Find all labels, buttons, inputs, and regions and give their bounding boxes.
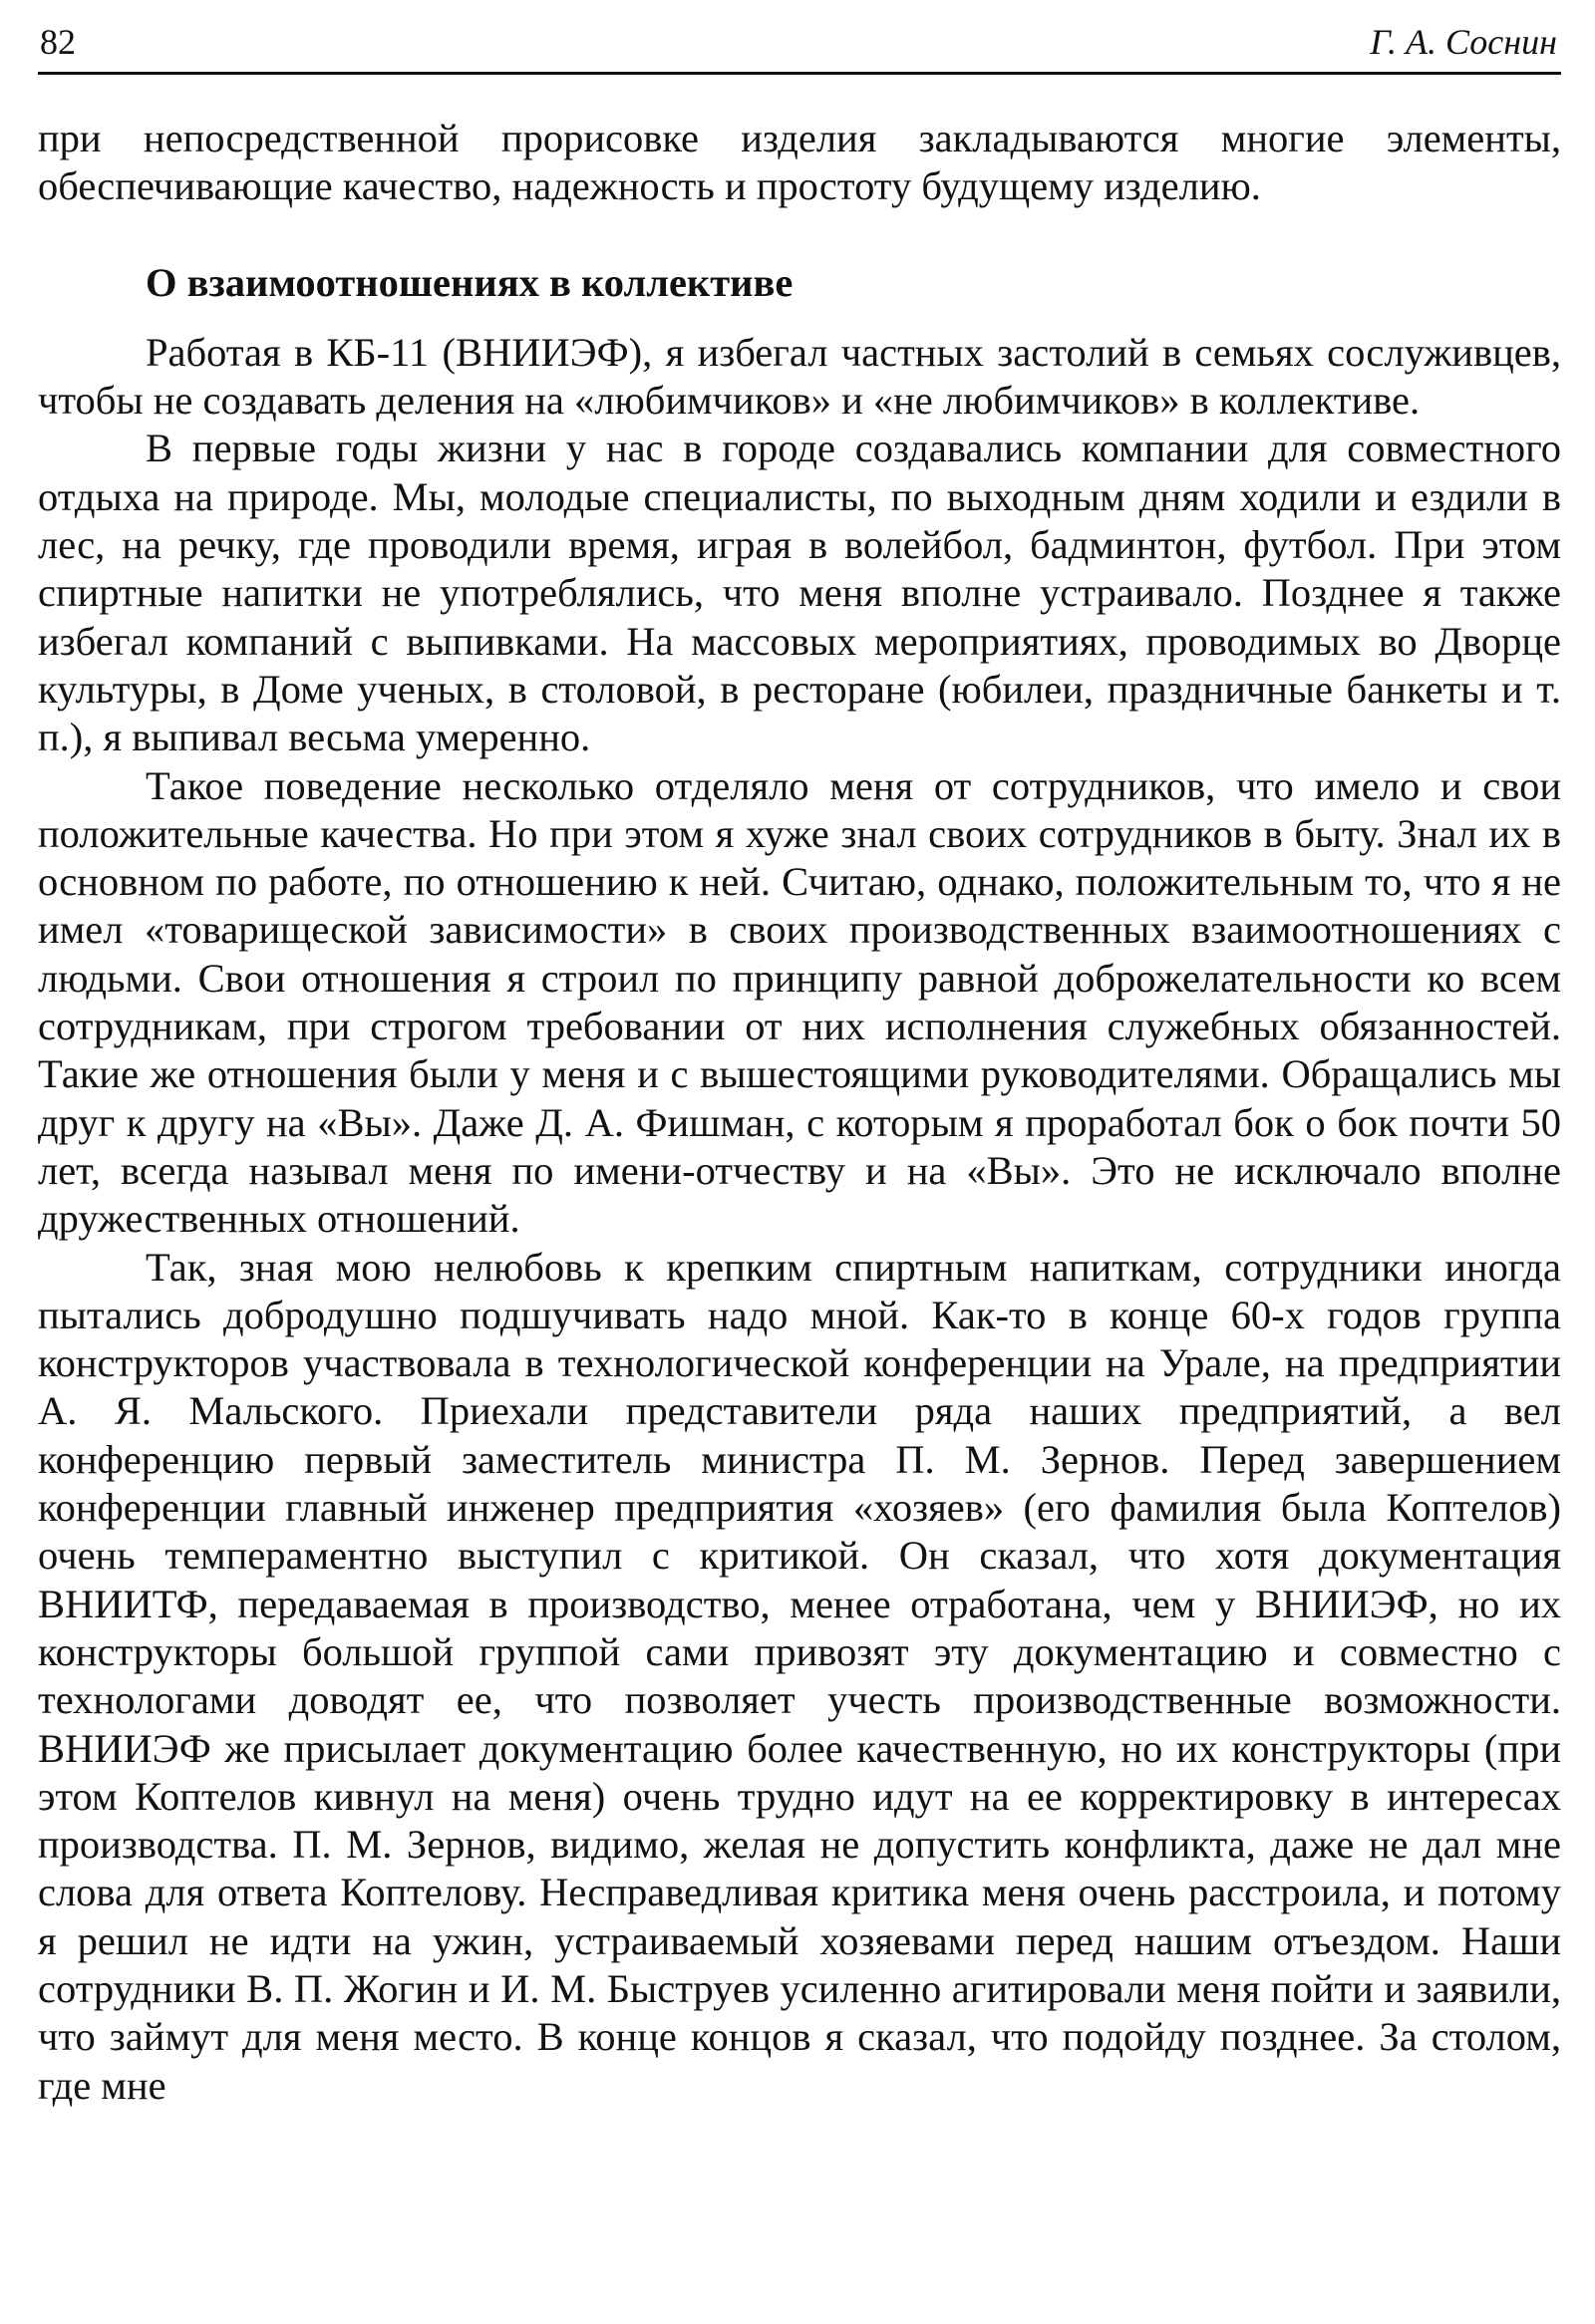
book-page <box>38 22 1561 2110</box>
page-number: 82 <box>40 22 76 62</box>
paragraph-1: Работая в КБ-11 (ВНИИЭФ), я избегал частных застолий в семьях сослуживцев, чтобы не создавать деления на «любимчиков» и «не любимчиков» в коллективе. <box>38 329 1561 424</box>
paragraph-4: Так, зная мою нелюбовь к крепким спиртным напиткам, сотрудники иногда пытались добродушно подшучивать надо мной. Как-то в конце 60-х годов группа конструкторов участвовала в технологической конференции на Урале, на предприятии А. Я. Мальского. Приехали представители ряда наших предприятий, а вел конференцию первый заместитель министра П. М. Зернов. Перед завершением конференции главный инженер предприятия «хозяев» (его фамилия была Коптелов) очень темпераментно выступил с критикой. Он сказал, что хотя документация ВНИИТФ, передаваемая в производство, менее отработана, чем у ВНИИЭФ, но их конструкторы большой группой сами привозят эту документацию и совместно с технологами доводят ее, что позволяет учесть производственные возможности. ВНИИЭФ же присылает документацию более качественную, но их конструкторы (при этом Коптелов кивнул на меня) очень трудно идут на ее корректировку в интересах производства. П. М. Зернов, видимо, желая не допустить конфликта, даже не дал мне слова для ответа Коптелову. Несправедливая критика меня очень расстроила, и потому я решил не идти на ужин, устраиваемый хозяевами перед нашим отъездом. Наши сотрудники В. П. Жогин и И. М. Быструев усиленно агитировали меня пойти и заявили, что займут для меня место. В конце концов я сказал, что подойду позднее. За столом, где мне <box>38 1244 1561 2108</box>
running-head <box>38 22 1561 75</box>
paragraph-2: В первые годы жизни у нас в городе создавались компании для совместного отдыха на природе. Мы, молодые специалисты, по выходным дням ходили и ездили в лес, на речку, где проводили время, играя в волейбол, бадминтон, футбол. При этом спиртные напитки не употреблялись, что меня вполне устраивало. Позднее я также избегал компаний с выпивками. На массовых мероприятиях, проводимых во Дворце культуры, в Доме ученых, в столовой, в ресторане (юбилеи, праздничные банкеты и т. п.), я выпивал весьма умеренно. <box>38 426 1561 760</box>
paragraph-3: Такое поведение несколько отделяло меня от сотрудников, что имело и свои положительные качества. Но при этом я хуже знал своих сотрудников в быту. Знал их в основном по работе, по отношению к ней. Считаю, однако, положительным то, что я не имел «товарищеской зависимости» в своих производственных взаимоотношениях с людьми. Свои отношения я строил по принципу равной доброжелательности ко всем сотрудникам, при строгом требовании от них исполнения служебных обязанностей. Такие же отношения были у меня и с вышестоящими руководителями. Обращались мы друг к другу на «Вы». Даже Д. А. Фишман, с которым я проработал бок о бок почти 50 лет, всегда называл меня по имени-отчеству и на «Вы». Это не исключало вполне дружественных отношений. <box>38 762 1561 1242</box>
body-text <box>38 115 1561 2110</box>
section-heading: О взаимоотношениях в коллективе <box>146 259 794 305</box>
intro-paragraph: при непосредственной прорисовке изделия закладываются многие элементы, обеспечивающие качество, надежность и простоту будущему изделию. <box>38 116 1561 209</box>
running-head-author: Г. А. Соснин <box>1370 22 1557 62</box>
